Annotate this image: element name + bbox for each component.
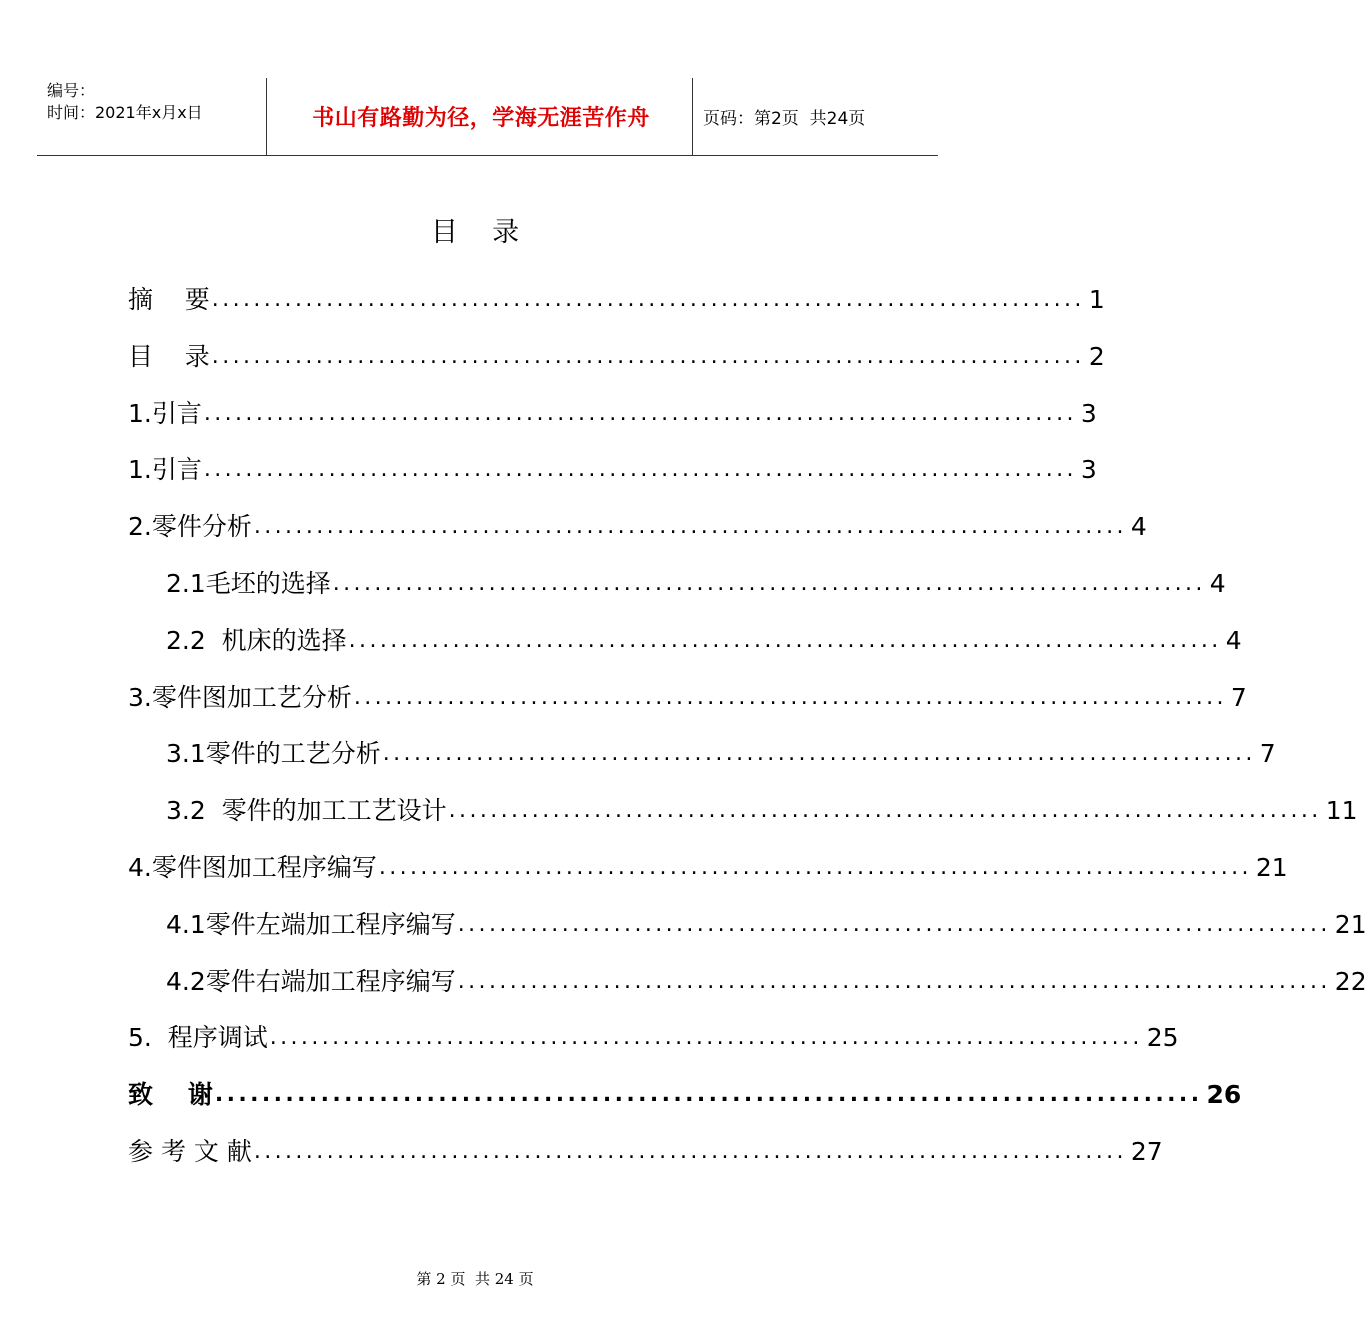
toc-leader-dots: .................................................................................... (203, 401, 1077, 426)
toc-entry[interactable] (128, 453, 1097, 487)
toc-entry[interactable] (128, 510, 1147, 544)
toc-subentry[interactable] (166, 567, 1226, 601)
toc-entry-page: 4 (1130, 512, 1147, 541)
toc-entry-page: 7 (1259, 739, 1276, 768)
toc-entry-page: 4 (1209, 569, 1226, 598)
toc-leader-dots: .................................................................................... (211, 344, 1085, 369)
toc-subentry[interactable] (166, 965, 1367, 999)
toc-leader-dots: .................................................................................... (211, 287, 1085, 312)
toc-entry-page: 22 (1334, 967, 1367, 996)
toc-entry[interactable] (128, 851, 1288, 885)
toc-entry-page: 21 (1255, 853, 1288, 882)
toc-entry-label: 致 谢 (128, 1080, 213, 1109)
toc-entry[interactable] (128, 1021, 1179, 1055)
toc-entry-page: 7 (1230, 683, 1247, 712)
page-footer: 第 2 页 共 24 页 (416, 1270, 534, 1288)
toc-leader-dots: .................................................................................... (348, 628, 1222, 653)
header-divider (266, 78, 267, 155)
toc-leader-dots: .................................................................................... (448, 798, 1322, 823)
toc-leader-dots: .................................................................................... (214, 1082, 1203, 1107)
toc-entry[interactable] (128, 681, 1247, 715)
toc-entry-label: 2.1毛坯的选择 (166, 569, 331, 598)
toc-entry-label: 4.1零件左端加工程序编写 (166, 910, 456, 939)
toc-entry-label: 4.2零件右端加工程序编写 (166, 967, 456, 996)
toc-subentry[interactable] (166, 624, 1242, 658)
page-header (37, 78, 938, 156)
toc-entry-page: 4 (1225, 626, 1242, 655)
toc-entry-page: 26 (1206, 1080, 1242, 1109)
toc-entry[interactable] (128, 1135, 1163, 1169)
toc-leader-dots: .................................................................................... (332, 571, 1206, 596)
toc-entry[interactable] (128, 397, 1097, 431)
toc-entry-label: 2.零件分析 (128, 512, 252, 541)
document-time-label: 时间：2021年x月x日 (47, 103, 203, 122)
toc-leader-dots: .................................................................................... (253, 514, 1127, 539)
toc-leader-dots: .................................................................................... (253, 1139, 1127, 1164)
header-motto: 书山有路勤为径，学海无涯苦作舟 (312, 105, 650, 131)
toc-leader-dots: .................................................................................... (382, 741, 1256, 766)
toc-entry-label: 1.引言 (128, 399, 202, 428)
toc-leader-dots: .................................................................................... (378, 855, 1252, 880)
toc-leader-dots: .................................................................................... (457, 912, 1331, 937)
document-number-label: 编号： (47, 81, 96, 100)
toc-entry-page: 21 (1334, 910, 1367, 939)
toc-entry-page: 3 (1080, 399, 1097, 428)
toc-subentry[interactable] (166, 794, 1358, 828)
toc-title: 目 录 (430, 217, 520, 248)
toc-entry[interactable] (128, 1078, 1242, 1112)
toc-leader-dots: .................................................................................... (353, 685, 1227, 710)
toc-entry-label: 5. 程序调试 (128, 1023, 268, 1052)
toc-entry-label: 2.2 机床的选择 (166, 626, 347, 655)
toc-subentry[interactable] (166, 737, 1276, 771)
toc-leader-dots: .................................................................................... (457, 969, 1331, 994)
toc-entry-page: 25 (1146, 1023, 1179, 1052)
toc-leader-dots: .................................................................................... (203, 457, 1077, 482)
toc-entry-page: 27 (1130, 1137, 1163, 1166)
toc-entry-label: 摘 要 (128, 285, 210, 314)
toc-subentry[interactable] (166, 908, 1367, 942)
toc-entry[interactable] (128, 283, 1105, 317)
toc-entry-page: 3 (1080, 455, 1097, 484)
toc-entry-label: 3.零件图加工艺分析 (128, 683, 352, 712)
toc-entry-label: 3.2 零件的加工工艺设计 (166, 796, 447, 825)
toc-entry[interactable] (128, 340, 1105, 374)
toc-entry-label: 参 考 文 献 (128, 1137, 252, 1166)
toc-entry-label: 目 录 (128, 342, 210, 371)
toc-entry-label: 4.零件图加工程序编写 (128, 853, 377, 882)
toc-entry-page: 11 (1325, 796, 1358, 825)
header-divider (692, 78, 693, 155)
toc-entry-label: 3.1零件的工艺分析 (166, 739, 381, 768)
toc-entry-page: 2 (1088, 342, 1105, 371)
toc-entry-page: 1 (1088, 285, 1105, 314)
header-page-info: 页码：第2页 共24页 (703, 109, 866, 129)
toc-entry-label: 1.引言 (128, 455, 202, 484)
toc-leader-dots: .................................................................................... (269, 1025, 1143, 1050)
header-meta (47, 80, 203, 124)
